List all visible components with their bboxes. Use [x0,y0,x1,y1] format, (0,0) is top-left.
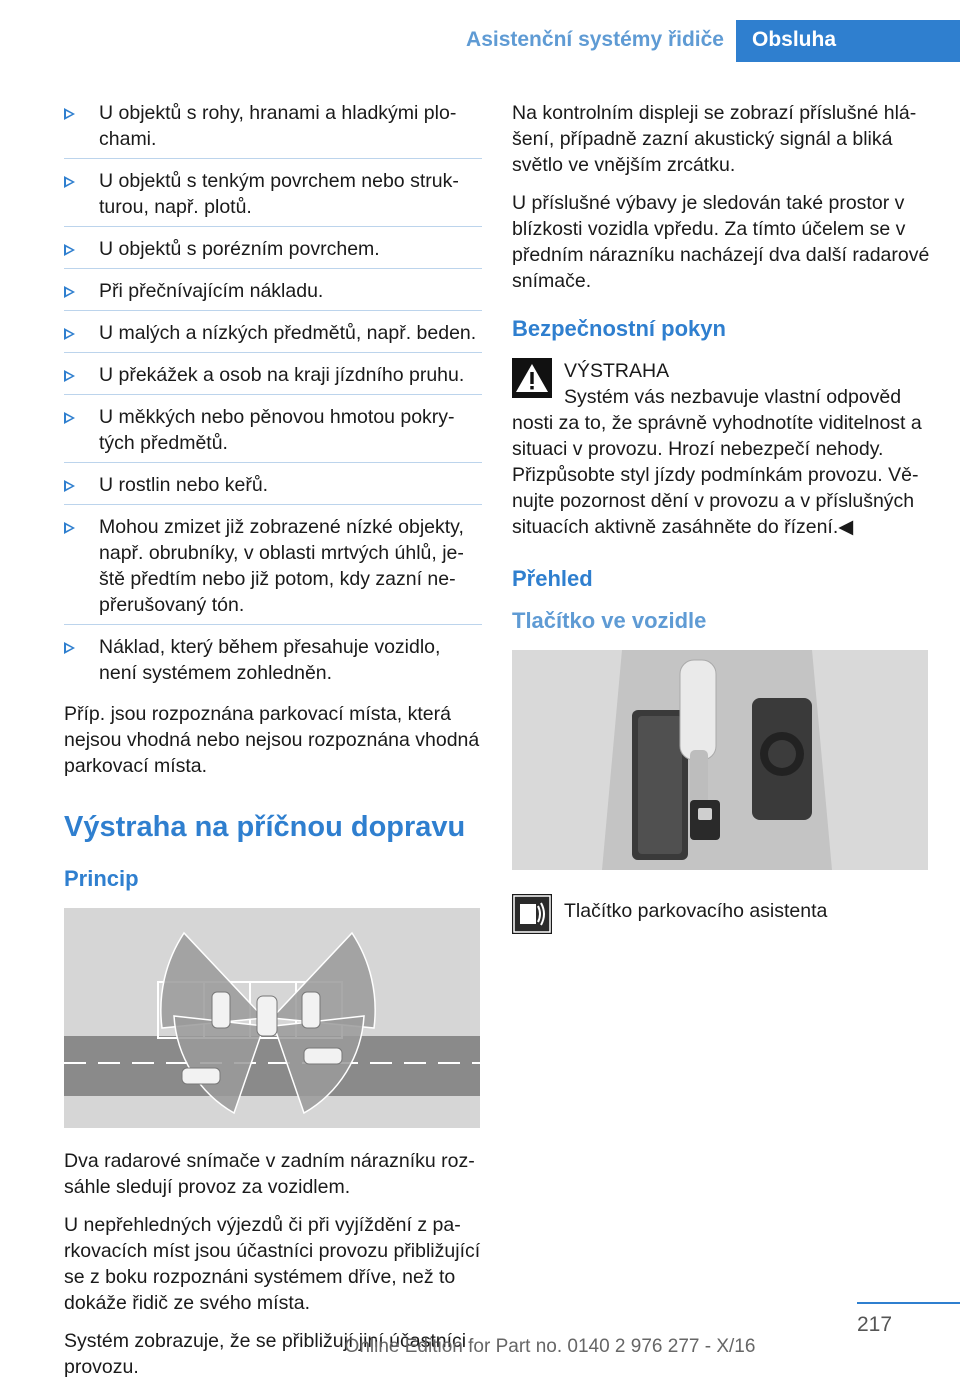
list-item: Mohou zmizet již zobrazené nízké objekty, např. obrubníky, v oblasti mrtvých úhlů, ještě předtím nebo již potom, kdy zazní nepřerušovaný tón. [64,514,482,625]
list-item: U rostlin nebo keřů. [64,472,482,505]
bullet-triangle-icon [64,328,75,340]
list-item: U objektů s tenkým povrchem nebo strukturou, např. plotů. [64,168,482,227]
parking-space-note: Příp. jsou rozpoznána parkovací místa, která nejsou vhodná nebo nejsou rozpoznána vhodná parkovací místa. [64,703,480,777]
center-console-photo [512,650,928,870]
header-chapter-tab: Obsluha [736,20,960,62]
list-item: U překážek a osob na kraji jízdního pruhu. [64,362,482,395]
limitations-list [64,100,482,692]
subsection-safety: Bezpečnostní pokyn [512,316,726,341]
list-item: U malých a nízkých předmětů, např. beden. [64,320,482,353]
bullet-triangle-icon [64,244,75,256]
header-section-title: Asistenční systémy řidiče [466,28,724,51]
page-number-rule [857,1302,960,1304]
list-item: Náklad, který během přesahuje vozidlo, není systémem zohledněn. [64,634,482,692]
list-item: Při přečnívajícím nákladu. [64,278,482,311]
bullet-triangle-icon [64,370,75,382]
warning-title: VÝSTRAHA [564,360,670,382]
front-radar-text: U příslušné výbavy je sledován také prostor v blízkosti vozidla vpředu. Za tímto účelem se v předním nárazníku nacházejí dva další radarové snímače. [512,192,930,292]
display-message-text: Na kontrolním displeji se zobrazí příslušné hlášení, případně zazní akustický signál a bliká světlo ve vnějším zrcátku. [512,102,917,176]
bullet-triangle-icon [64,108,75,120]
bullet-triangle-icon [64,522,75,534]
subsection-overview: Přehled [512,566,593,591]
radar-description: Dva radarové snímače v zadním nárazníku rozsáhle sledují provoz za vozidlem. [64,1150,475,1198]
warning-block [512,358,930,540]
exit-description: U nepřehledných výjezdů či při vyjíždění z parkovacích míst jsou účastníci provozu přibližující se z boku rozpoznáni systémem dříve, než to dokáže řidič ze svého místa. [64,1214,481,1314]
list-item: U objektů s porézním povrchem. [64,236,482,269]
section-title: Výstraha na příčnou dopravu [64,811,466,843]
warning-triangle-icon [512,358,552,398]
page-number: 217 [857,1313,893,1336]
parking-assistant-button-row [512,894,930,934]
parking-assistant-button-icon [512,894,552,934]
list-item: U měkkých nebo pěnovou hmotou pokrytých předmětů. [64,404,482,463]
subsection-button: Tlačítko ve vozidle [512,608,707,633]
page-header [0,20,960,62]
bullet-triangle-icon [64,642,75,654]
list-item: U objektů s rohy, hranami a hladkými plochami. [64,100,482,159]
bullet-triangle-icon [64,176,75,188]
warning-text: nosti za to, že správně vyhodnotíte viditelnost a situaci v provozu. Hrozí nebezpečí nehody. Přizpůsobte styl jízdy podmínkám provozu. Věnujte pozornost dění v provozu a v příslušných situacích aktivně zasáhněte do řízení.◀ [512,412,922,538]
warning-text-first-line: Systém vás nezbavuje vlastní odpověd [564,386,902,408]
display-description: Systém zobrazuje, že se přibližují jiní účastníci provozu. [64,1330,467,1378]
parking-assistant-button-label: Tlačítko parkovacího asistenta [564,900,828,922]
right-column [512,100,930,934]
edition-footer: Online Edition for Part no. 0140 2 976 277 - X/16 [344,1336,756,1357]
bullet-triangle-icon [64,286,75,298]
left-column [64,100,482,1392]
bullet-triangle-icon [64,412,75,424]
cross-traffic-illustration [64,908,480,1128]
bullet-triangle-icon [64,480,75,492]
subsection-principle: Princip [64,866,139,891]
